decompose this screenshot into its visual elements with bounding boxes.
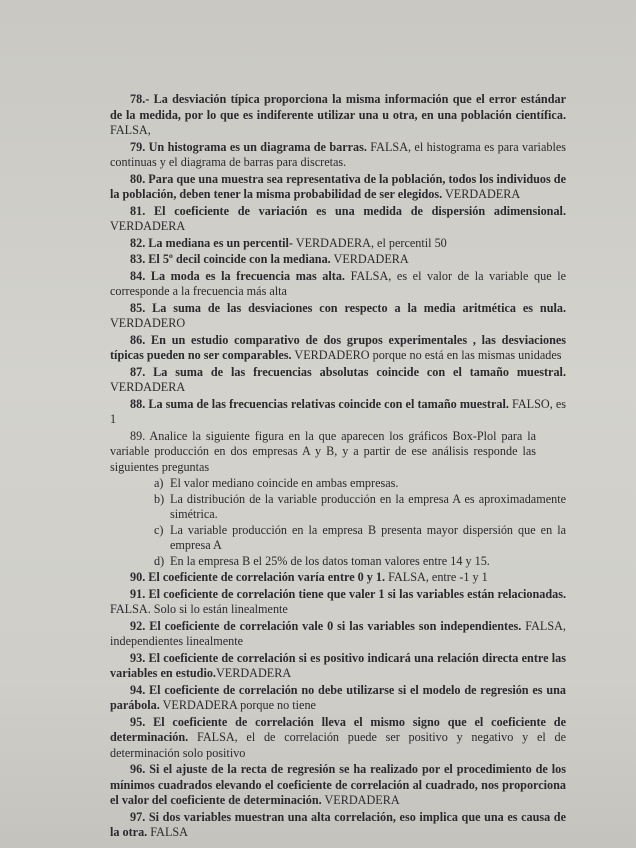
answer-text: FALSO, es 1	[110, 396, 566, 426]
question-text: 82. La mediana es un percentil-	[130, 235, 293, 250]
question-text: 96. Si el ajuste de la recta de regresión se ha realizado por el procedimiento de los mínimos cuadrados elevando el coeficiente de correlación al cuadrado, nos proporciona el valor del coeficiente de determinación.	[110, 762, 566, 807]
answer-text: FALSA, independientes linealmente	[110, 618, 566, 648]
answer-text: VERDADERA porque no tiene	[159, 698, 316, 712]
question-text: 78.- La desviación típica proporciona la misma información que el error estándar de la medida, por lo que es indiferente utilizar una u otra, en una población científica.	[110, 92, 566, 122]
answer-text: FALSA, el histograma es para variables continuas y el diagrama de barras para discretas.	[110, 139, 566, 169]
question-text: 87. La suma de las frecuencias absolutas coincide con el tamaño muestral.	[130, 364, 566, 379]
question-text: 97. Si dos variables muestran una alta correlación, eso implica que una es causa de la otra.	[110, 809, 566, 839]
question-80	[110, 172, 566, 203]
answer-text: VERDADERA	[321, 793, 400, 807]
question-82	[110, 236, 566, 252]
question-79	[110, 140, 566, 171]
option-a	[154, 476, 566, 492]
question-92	[110, 619, 566, 650]
option-text: El valor mediano coincide en ambas empresas.	[170, 476, 399, 490]
answer-text: VERDADERA	[110, 380, 186, 394]
question-text: 93. El coeficiente de correlación si es positivo indicará una relación directa entre las variables en estudio.	[110, 650, 566, 680]
option-text: En la empresa B el 25% de los datos toman valores entre 14 y 15.	[170, 553, 490, 568]
question-94	[110, 683, 566, 714]
answer-text: VERDADERA, el percentil 50	[292, 235, 447, 250]
option-letter: a)	[154, 476, 164, 490]
question-78	[110, 92, 566, 139]
answer-text: FALSA. Solo si lo están linealmente	[110, 602, 288, 616]
option-letter: b)	[154, 491, 165, 506]
option-text: La distribución de la variable producción en la empresa A es aproximadamente simétrica.	[170, 491, 566, 521]
answer-text: FALSA, es el valor de la variable que le corresponde a la frecuencia más alta	[110, 268, 567, 298]
question-text: 84. La moda es la frecuencia mas alta.	[130, 268, 345, 283]
question-90	[110, 570, 566, 586]
question-88	[110, 397, 566, 428]
question-text: 94. El coeficiente de correlación no debe utilizarse si el modelo de regresión es una parábola.	[110, 682, 566, 712]
answer-text: VERDADERA	[442, 187, 521, 201]
question-81	[110, 204, 566, 235]
question-text: 92. El coeficiente de correlación vale 0 si las variables son independientes.	[130, 618, 522, 633]
answer-text: FALSA	[147, 825, 188, 839]
question-89-intro: 89. Analice la siguiente figura en la que aparecen los gráficos Box-Plol para la variable producción en dos empresas A y B, y a partir de ese análisis responde las siguientes preguntas	[110, 428, 536, 474]
question-89-options	[110, 476, 566, 569]
question-87	[110, 365, 566, 396]
answer-text: VERDADERO	[110, 316, 186, 330]
answer-text: FALSA, entre -1 y 1	[385, 570, 488, 584]
question-86	[110, 333, 566, 364]
question-text: 95. El coeficiente de correlación lleva el mismo signo que el coeficiente de determinación.	[110, 714, 566, 744]
question-84	[110, 269, 566, 300]
question-95	[110, 715, 566, 762]
option-d	[154, 554, 566, 570]
question-text: 90. El coeficiente de correlación varía entre 0 y 1.	[130, 570, 386, 584]
answer-text: VERDADERA	[110, 219, 186, 233]
option-letter: c)	[154, 522, 164, 537]
option-letter: d)	[154, 553, 165, 568]
option-text: La variable producción en la empresa B presenta mayor dispersión que en la empresa A	[170, 522, 566, 552]
question-list	[110, 92, 566, 842]
question-96	[110, 762, 566, 809]
question-text: 81. El coeficiente de variación es una medida de dispersión adimensional.	[130, 203, 566, 218]
question-85	[110, 301, 566, 332]
question-text: 91. El coeficiente de correlación tiene que valer 1 si las variables están relacionadas.	[130, 586, 566, 601]
question-91	[110, 587, 566, 618]
question-text: 86. En un estudio comparativo de dos grupos experimentales , las desviaciones típicas pueden no ser comparables.	[110, 332, 566, 362]
question-93	[110, 651, 566, 682]
answer-text: VERDADERA	[215, 666, 292, 680]
question-97	[110, 810, 566, 841]
option-b	[154, 492, 566, 523]
question-text: 85. La suma de las desviaciones con respecto a la media aritmética es nula.	[130, 300, 566, 315]
answer-text: FALSA,	[110, 123, 151, 137]
answer-text: FALSA, el de correlación puede ser positivo y negativo y el de determinación solo positivo	[110, 730, 566, 760]
question-text: 88. La suma de las frecuencias relativas coincide con el tamaño muestral.	[130, 396, 509, 411]
answer-text: VERDADERO porque no está en las mismas unidades	[291, 348, 562, 362]
question-83	[110, 252, 566, 268]
question-text: 83. El 5º decil coincide con la mediana.	[130, 252, 331, 266]
option-c	[154, 523, 566, 554]
question-text: 80. Para que una muestra sea representativa de la población, todos los individuos de la población, deben tener la misma probabilidad de ser elegidos.	[110, 171, 566, 201]
question-text: 79. Un histograma es un diagrama de barras.	[130, 139, 367, 154]
answer-text: VERDADERA	[330, 252, 409, 266]
